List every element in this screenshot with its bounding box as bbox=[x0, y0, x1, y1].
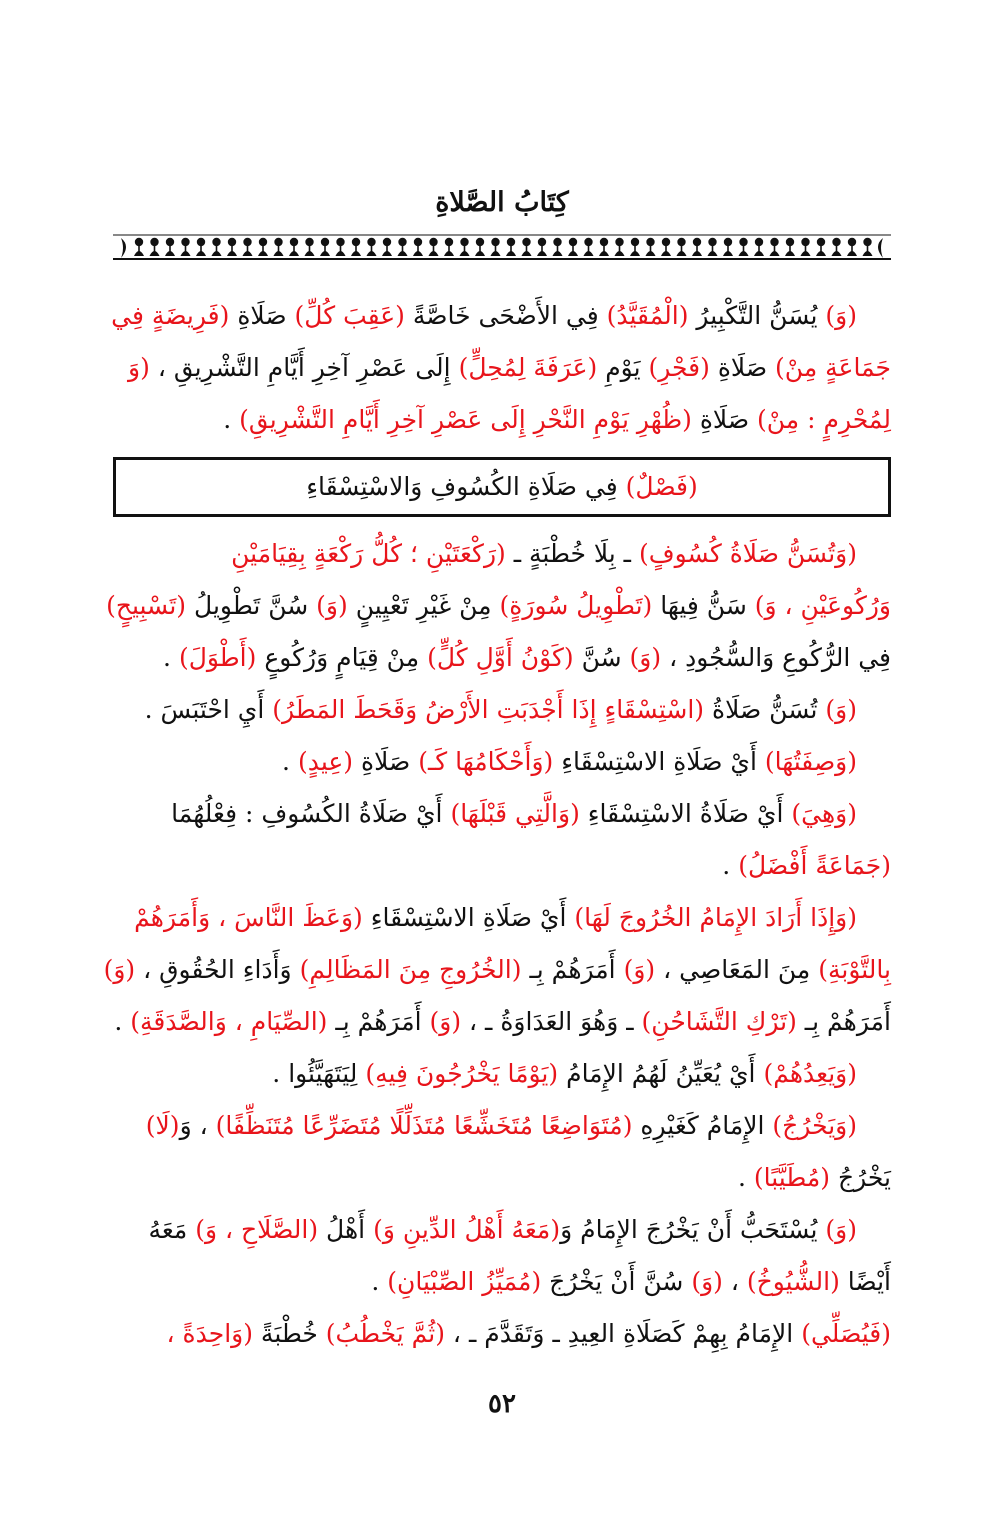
plain-text: يُسَنُّ التَّكْبِيرُ bbox=[688, 301, 826, 330]
ornament-motif bbox=[444, 238, 454, 256]
highlighted-text: (تَطْوِيلُ سُورَةٍ) bbox=[499, 591, 653, 620]
plain-text: تُسَنُّ صَلَاةُ bbox=[704, 695, 826, 724]
plain-text: ، وَ bbox=[179, 1111, 216, 1140]
plain-text: أَيْ صَلَاةِ الاسْتِسْقَاءِ bbox=[362, 903, 575, 932]
ornament-motif bbox=[429, 238, 439, 256]
highlighted-text: (وَأَحْكَامُهَا كَـ) bbox=[418, 747, 554, 776]
highlighted-text: (الشُّيُوخُ) bbox=[746, 1267, 840, 1296]
highlighted-text: (وَ) bbox=[103, 955, 136, 984]
plain-text: أَهْلُ bbox=[318, 1215, 374, 1244]
ornament-motif bbox=[336, 238, 346, 256]
highlighted-text: (وَ) bbox=[825, 301, 857, 330]
ornament-motif bbox=[289, 238, 299, 256]
ornament-motif bbox=[243, 238, 253, 256]
plain-text: أَيْ صَلَاةُ الكُسُوفِ : فِعْلُهُمَا bbox=[171, 799, 451, 828]
highlighted-text: (وَصِفَتُهَا) bbox=[764, 747, 857, 776]
plain-text: فِي صَلَاةِ الكُسُوفِ وَالاسْتِسْقَاءِ bbox=[306, 472, 626, 501]
highlighted-text: (لَا) bbox=[145, 1111, 180, 1140]
ornament-motif bbox=[367, 238, 377, 256]
plain-text: سَنُّ فِيهَا bbox=[652, 591, 755, 620]
ornament-motif bbox=[196, 238, 206, 256]
highlighted-text: (وَ bbox=[128, 353, 150, 382]
highlighted-text: (فَرِيضَةٍ فِي bbox=[111, 301, 230, 330]
plain-text: فِي الأَضْحَى خَاصَّةً bbox=[404, 301, 607, 330]
highlighted-text: (الصِّيَامِ ، وَالصَّدَقَةِ) bbox=[130, 1007, 328, 1036]
plain-text: مَعَهُ bbox=[148, 1215, 196, 1244]
ornament-end bbox=[878, 238, 883, 258]
text-line bbox=[113, 840, 891, 892]
highlighted-text: (وَ) bbox=[623, 955, 656, 984]
text-line bbox=[113, 632, 891, 684]
ornament-motif bbox=[677, 238, 687, 256]
plain-text: . bbox=[163, 643, 179, 672]
plain-text: سُنَّ أَنْ يَخْرُجَ bbox=[541, 1267, 692, 1296]
plain-text: الإِمَامُ بِهِمْ كَصَلَاةِ العِيدِ ـ وَتَقَدَّمَ ـ ، bbox=[444, 1319, 802, 1348]
plain-text: صَلَاةِ bbox=[353, 747, 419, 776]
plain-text: أَيْ صَلَاةُ الاسْتِسْقَاءِ bbox=[579, 799, 792, 828]
plain-text: صَلَاةِ bbox=[229, 301, 295, 330]
plain-text: مِنْ قِيَامٍ وَرُكُوعٍ bbox=[256, 643, 428, 672]
highlighted-text: (رَكْعَتَيْنِ ؛ كُلُّ رَكْعَةٍ بِقِيَامَيْنِ bbox=[231, 539, 506, 568]
ornament-motif bbox=[181, 238, 191, 256]
ornament-motif bbox=[661, 238, 671, 256]
text-line bbox=[113, 1308, 891, 1360]
text-line bbox=[103, 944, 891, 996]
text-line bbox=[113, 1256, 891, 1308]
plain-text: أَمَرَهُمْ بِـ bbox=[796, 1007, 891, 1036]
ornament-motif bbox=[212, 238, 222, 256]
text-line bbox=[113, 1204, 891, 1256]
highlighted-text: (الخُرُوجِ مِنَ المَظَالِمِ) bbox=[299, 955, 522, 984]
ornament-motif bbox=[723, 238, 733, 256]
section-heading-box bbox=[113, 457, 891, 517]
plain-text: ـ وَهُوَ العَدَاوَةُ ـ ، bbox=[461, 1007, 642, 1036]
highlighted-text: (تَسْبِيحٍ) bbox=[106, 591, 187, 620]
highlighted-text: (وَإِذَا أَرَادَ الإِمَامُ الخُرُوجَ لَهَا) bbox=[574, 903, 857, 932]
plain-text: إِلَى عَصْرِ آخِرِ أَيَّامِ التَّشْرِيقِ ، bbox=[149, 353, 459, 382]
plain-text: . bbox=[737, 1163, 754, 1192]
highlighted-text: (مُمَيِّزُ الصِّبْيَانِ) bbox=[387, 1267, 542, 1296]
ornament-motif bbox=[863, 238, 873, 256]
text-line bbox=[113, 684, 891, 736]
ornament-motif bbox=[754, 238, 764, 256]
ornament-motif bbox=[692, 238, 702, 256]
highlighted-text: (فَيُصَلِّي) bbox=[801, 1319, 891, 1348]
ornament-motif bbox=[134, 238, 144, 256]
ornament-motif bbox=[522, 238, 532, 256]
ornament-motif bbox=[475, 238, 485, 256]
highlighted-text: (وَ) bbox=[825, 695, 857, 724]
ornament-motif bbox=[382, 238, 392, 256]
ornament-motif bbox=[320, 238, 330, 256]
plain-text: . bbox=[223, 405, 240, 434]
plain-text: صَلَاةِ bbox=[691, 405, 758, 434]
ornament-motif bbox=[832, 238, 842, 256]
plain-text: خُطْبَةً bbox=[252, 1319, 326, 1348]
ornament-motif bbox=[274, 238, 284, 256]
highlighted-text: (عِيدٍ) bbox=[297, 747, 354, 776]
ornament-motif bbox=[646, 238, 656, 256]
ornament-motif bbox=[568, 238, 578, 256]
highlighted-text: (ثُمَّ يَخْطُبُ) bbox=[325, 1319, 445, 1348]
highlighted-text: بِالتَّوْبَةِ) bbox=[818, 955, 891, 984]
highlighted-text: (وَعَظَ النَّاسَ ، وَأَمَرَهُمْ bbox=[134, 903, 363, 932]
plain-text: الإِمَامُ كَغَيْرِهِ bbox=[632, 1111, 773, 1140]
text-line bbox=[113, 996, 891, 1048]
ornament-motif bbox=[630, 238, 640, 256]
ornament-motif bbox=[351, 238, 361, 256]
ornament-motif bbox=[460, 238, 470, 256]
highlighted-text: (وَتُسَنُّ صَلَاةُ كُسُوفٍ) bbox=[638, 539, 857, 568]
highlighted-text: (جَمَاعَةً أَفْضَلُ) bbox=[738, 851, 891, 880]
highlighted-text: (وَهِيَ) bbox=[791, 799, 857, 828]
text-line bbox=[113, 394, 891, 446]
highlighted-text: (الْمُقَيَّدُ) bbox=[606, 301, 689, 330]
ornament-motif bbox=[599, 238, 609, 256]
plain-text: مِنْ غَيْرِ تَعْيِينٍ bbox=[347, 591, 500, 620]
highlighted-text: (الصَّلَاحِ ، وَ) bbox=[195, 1215, 319, 1244]
highlighted-text: جَمَاعَةٍ مِنْ) bbox=[775, 353, 891, 382]
plain-text: . bbox=[282, 747, 298, 776]
plain-text: . bbox=[371, 1267, 388, 1296]
highlighted-text: (مُطَيَّبًا) bbox=[753, 1163, 831, 1192]
plain-text: أَيْ صَلَاةِ الاسْتِسْقَاءِ bbox=[553, 747, 765, 776]
ornament-motif bbox=[801, 238, 811, 256]
text-line bbox=[113, 290, 891, 342]
plain-text: يَخْرُجُ bbox=[830, 1163, 891, 1192]
plain-text: مِنَ المَعَاصِي ، bbox=[655, 955, 819, 984]
plain-text: ، bbox=[722, 1267, 747, 1296]
section-heading bbox=[306, 472, 698, 501]
ornament-motif bbox=[537, 238, 547, 256]
text-line bbox=[106, 580, 891, 632]
highlighted-text: (تَرْكِ التَّشَاحُنِ) bbox=[641, 1007, 797, 1036]
ornament-border-icon bbox=[113, 232, 891, 262]
text-line bbox=[113, 892, 891, 944]
plain-text: سُنَّ bbox=[573, 643, 630, 672]
highlighted-text: (عَرَفَةَ لِمُحِلٍّ) bbox=[458, 353, 598, 382]
highlighted-text: (مُتَوَاضِعًا مُتَخَشِّعًا مُتَذَلِّلًا مُتَضَرِّعًا مُتَنَظِّفًا) bbox=[215, 1111, 633, 1140]
ornament-motif bbox=[553, 238, 563, 256]
highlighted-text: (فَجْرِ) bbox=[648, 353, 710, 382]
highlighted-text: (يَوْمًا يَخْرُجُونَ فِيهِ) bbox=[365, 1059, 559, 1088]
ornament-motif bbox=[150, 238, 160, 256]
ornament-motif bbox=[165, 238, 175, 256]
plain-text: أَيْضًا bbox=[839, 1267, 891, 1296]
plain-text: لِيَتَهَيَّئُوا . bbox=[272, 1059, 366, 1088]
highlighted-text: (وَ) bbox=[429, 1007, 462, 1036]
ornament-motif bbox=[770, 238, 780, 256]
plain-text: يَوْمِ bbox=[597, 353, 649, 382]
plain-text: وَأَدَاءِ الحُقُوقِ ، bbox=[135, 955, 300, 984]
ornament-motif bbox=[739, 238, 749, 256]
highlighted-text: (اسْتِسْقَاءٍ إِذَا أَجْدَبَتِ الأَرْضُ وَقَحَطَ المَطَرُ) bbox=[272, 695, 705, 724]
ornament-motif bbox=[584, 238, 594, 256]
text-line bbox=[113, 528, 891, 580]
highlighted-text: (وَيَعِدُهُمْ) bbox=[763, 1059, 857, 1088]
highlighted-text: (وَ) bbox=[316, 591, 348, 620]
highlighted-text: (مَعَهُ أَهْلُ الدِّينِ وَ) bbox=[373, 1215, 561, 1244]
plain-text: . bbox=[722, 851, 739, 880]
plain-text: أَمَرَهُمْ بِـ bbox=[327, 1007, 430, 1036]
highlighted-text: (فَصْلٌ) bbox=[625, 472, 698, 501]
decorative-border bbox=[113, 232, 891, 262]
ornament-motif bbox=[491, 238, 501, 256]
highlighted-text: وَرُكُوعَيْنِ ، وَ) bbox=[754, 591, 891, 620]
plain-text: أَيْ يُعَيِّنُ لَهُمُ الإِمَامُ bbox=[558, 1059, 764, 1088]
plain-text: . bbox=[114, 1007, 131, 1036]
plain-text: أَيِ احْتَبَسَ . bbox=[144, 695, 273, 724]
ornament-motif bbox=[413, 238, 423, 256]
text-line bbox=[113, 1152, 891, 1204]
ornament-motif bbox=[506, 238, 516, 256]
highlighted-text: (ظُهْرِ يَوْمِ النَّحْرِ إِلَى عَصْرِ آخِرِ أَيَّامِ التَّشْرِيقِ) bbox=[239, 405, 692, 434]
highlighted-text: (وَ) bbox=[629, 643, 662, 672]
page-number: ٥٢ bbox=[488, 1389, 516, 1419]
text-line bbox=[113, 342, 891, 394]
highlighted-text: (وَ) bbox=[825, 1215, 857, 1244]
paragraph-takbir bbox=[113, 290, 891, 446]
text-line bbox=[113, 736, 891, 788]
highlighted-text: (وَيَخْرُجُ) bbox=[772, 1111, 857, 1140]
text-line bbox=[113, 788, 891, 840]
ornament-motif bbox=[398, 238, 408, 256]
highlighted-text: (وَ) bbox=[691, 1267, 723, 1296]
text-line bbox=[113, 1048, 891, 1100]
plain-text: أَمَرَهُمْ بِـ bbox=[521, 955, 624, 984]
ornament-motif bbox=[785, 238, 795, 256]
plain-text: فِي الرُّكُوعِ وَالسُّجُودِ ، bbox=[661, 643, 891, 672]
highlighted-text: (وَالَّتِي قَبْلَهَا) bbox=[450, 799, 580, 828]
highlighted-text: (عَقِبَ كُلِّ) bbox=[294, 301, 405, 330]
book-title: كِتَابُ الصَّلاةِ bbox=[435, 187, 569, 218]
ornament-end bbox=[121, 238, 126, 258]
highlighted-text: (كَوْنُ أَوَّلِ كُلٍّ) bbox=[427, 643, 574, 672]
ornament-motif bbox=[227, 238, 237, 256]
plain-text: ـ بِلَا خُطْبَةٍ ـ bbox=[505, 539, 639, 568]
plain-text: يُسْتَحَبُّ أَنْ يَخْرُجَ الإِمَامُ وَ bbox=[560, 1215, 826, 1244]
ornament-motif bbox=[305, 238, 315, 256]
ornament-motif bbox=[615, 238, 625, 256]
highlighted-text: (وَاحِدَةً ، bbox=[166, 1319, 253, 1348]
plain-text: سُنَّ تَطْوِيلُ bbox=[186, 591, 317, 620]
highlighted-text: لِمُحْرِمٍ : مِنْ) bbox=[757, 405, 891, 434]
section-body bbox=[103, 528, 891, 1360]
ornament-motif bbox=[708, 238, 718, 256]
ornament-motif bbox=[258, 238, 268, 256]
ornament-motif bbox=[816, 238, 826, 256]
text-line bbox=[113, 1100, 891, 1152]
highlighted-text: (أَطْوَلَ) bbox=[178, 643, 257, 672]
plain-text: صَلَاةِ bbox=[709, 353, 776, 382]
ornament-motif bbox=[847, 238, 857, 256]
